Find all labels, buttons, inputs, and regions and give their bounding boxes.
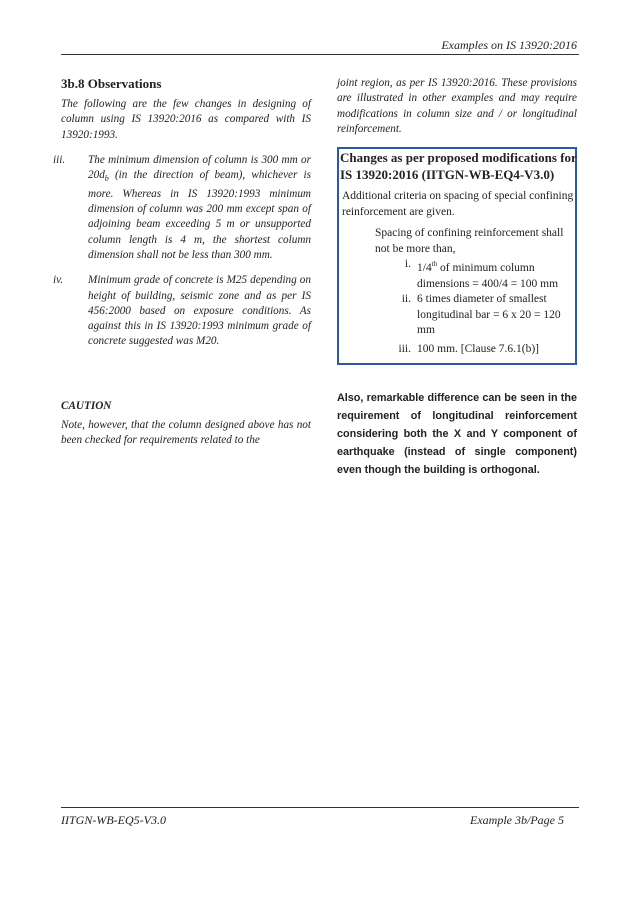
box-title-line1: Changes as per proposed modifications for (340, 150, 577, 166)
continuation-text: joint region, as per IS 13920:2016. These provisions are illustrated in other examples and may require modifications in column size and / or longitudinal reinforcement. (337, 77, 577, 135)
observations-intro: The following are the few changes in designing of column using IS 13920:2016 as compared with IS 13920:1993. (61, 98, 311, 141)
footer-rule (61, 807, 579, 808)
modifications-box (337, 147, 577, 365)
list-item (53, 273, 311, 349)
remark-paragraph: Also, remarkable difference can be seen in the requirement of longitudinal reinforcement considering both the X and Y component of earthquake (instead of single component) even though the building is orthogonal. (337, 392, 577, 477)
box-text-line2: reinforcement are given. (342, 206, 455, 219)
list-item-text: Minimum grade of concrete is M25 depending on height of building, seismic zone and as per IS 456:2000 based on exposure conditions. As against this in IS 13920:1993 minimum grade of concrete suggested was M20. (88, 274, 311, 348)
box-title-line2: IS 13920:2016 (IITGN-WB-EQ4-V3.0) (340, 167, 555, 183)
spacing-item (375, 342, 575, 358)
spacing-item-number: i. (404, 258, 411, 271)
right-column (337, 76, 577, 479)
spacing-item-text: 100 mm. [Clause 7.6.1(b)] (417, 342, 540, 355)
spacing-list (375, 226, 575, 357)
spacing-item-number: iii. (398, 342, 411, 355)
caution-text: Note, however, that the column designed above has not been checked for requirements related to the (61, 418, 311, 446)
left-column (53, 76, 311, 448)
footer-page-label: Example 3b/Page 5 (470, 813, 564, 827)
list-item-number: iv. (53, 274, 64, 287)
spacing-item (375, 292, 575, 339)
header-rule (61, 54, 579, 55)
spacing-item: i. 1/4th of minimum column dimensions = 400/4 = 100 mm (375, 257, 575, 292)
list-item-text: The minimum dimension of column is 300 mm or $20d_b$ (in the direction of beam), whichever is more. Whereas in IS 13920:1993 minimum dimension of column was 200 mm except span of adjoining beam exceeding 5 m or unsupported column length is 4 m, the shortest column dimension shall not be less than 300 mm. (88, 153, 311, 261)
list-item-number: iii. (53, 153, 66, 166)
section-title: 3b.8 Observations (61, 76, 162, 91)
spacing-intro: Spacing of confining reinforcement shall not be more than, (375, 227, 564, 255)
caution-heading: CAUTION (61, 399, 112, 412)
box-text-line1: Additional criteria on spacing of special confining (342, 190, 574, 203)
spacing-item-number: ii. (401, 293, 411, 306)
list-item (53, 153, 311, 263)
footer-doc-id: IITGN-WB-EQ5-V3.0 (61, 813, 166, 827)
running-header: Examples on IS 13920:2016 (441, 38, 577, 52)
spacing-item-text: 6 times diameter of smallest longitudinal bar = 6 x 20 = 120 mm (417, 293, 561, 337)
